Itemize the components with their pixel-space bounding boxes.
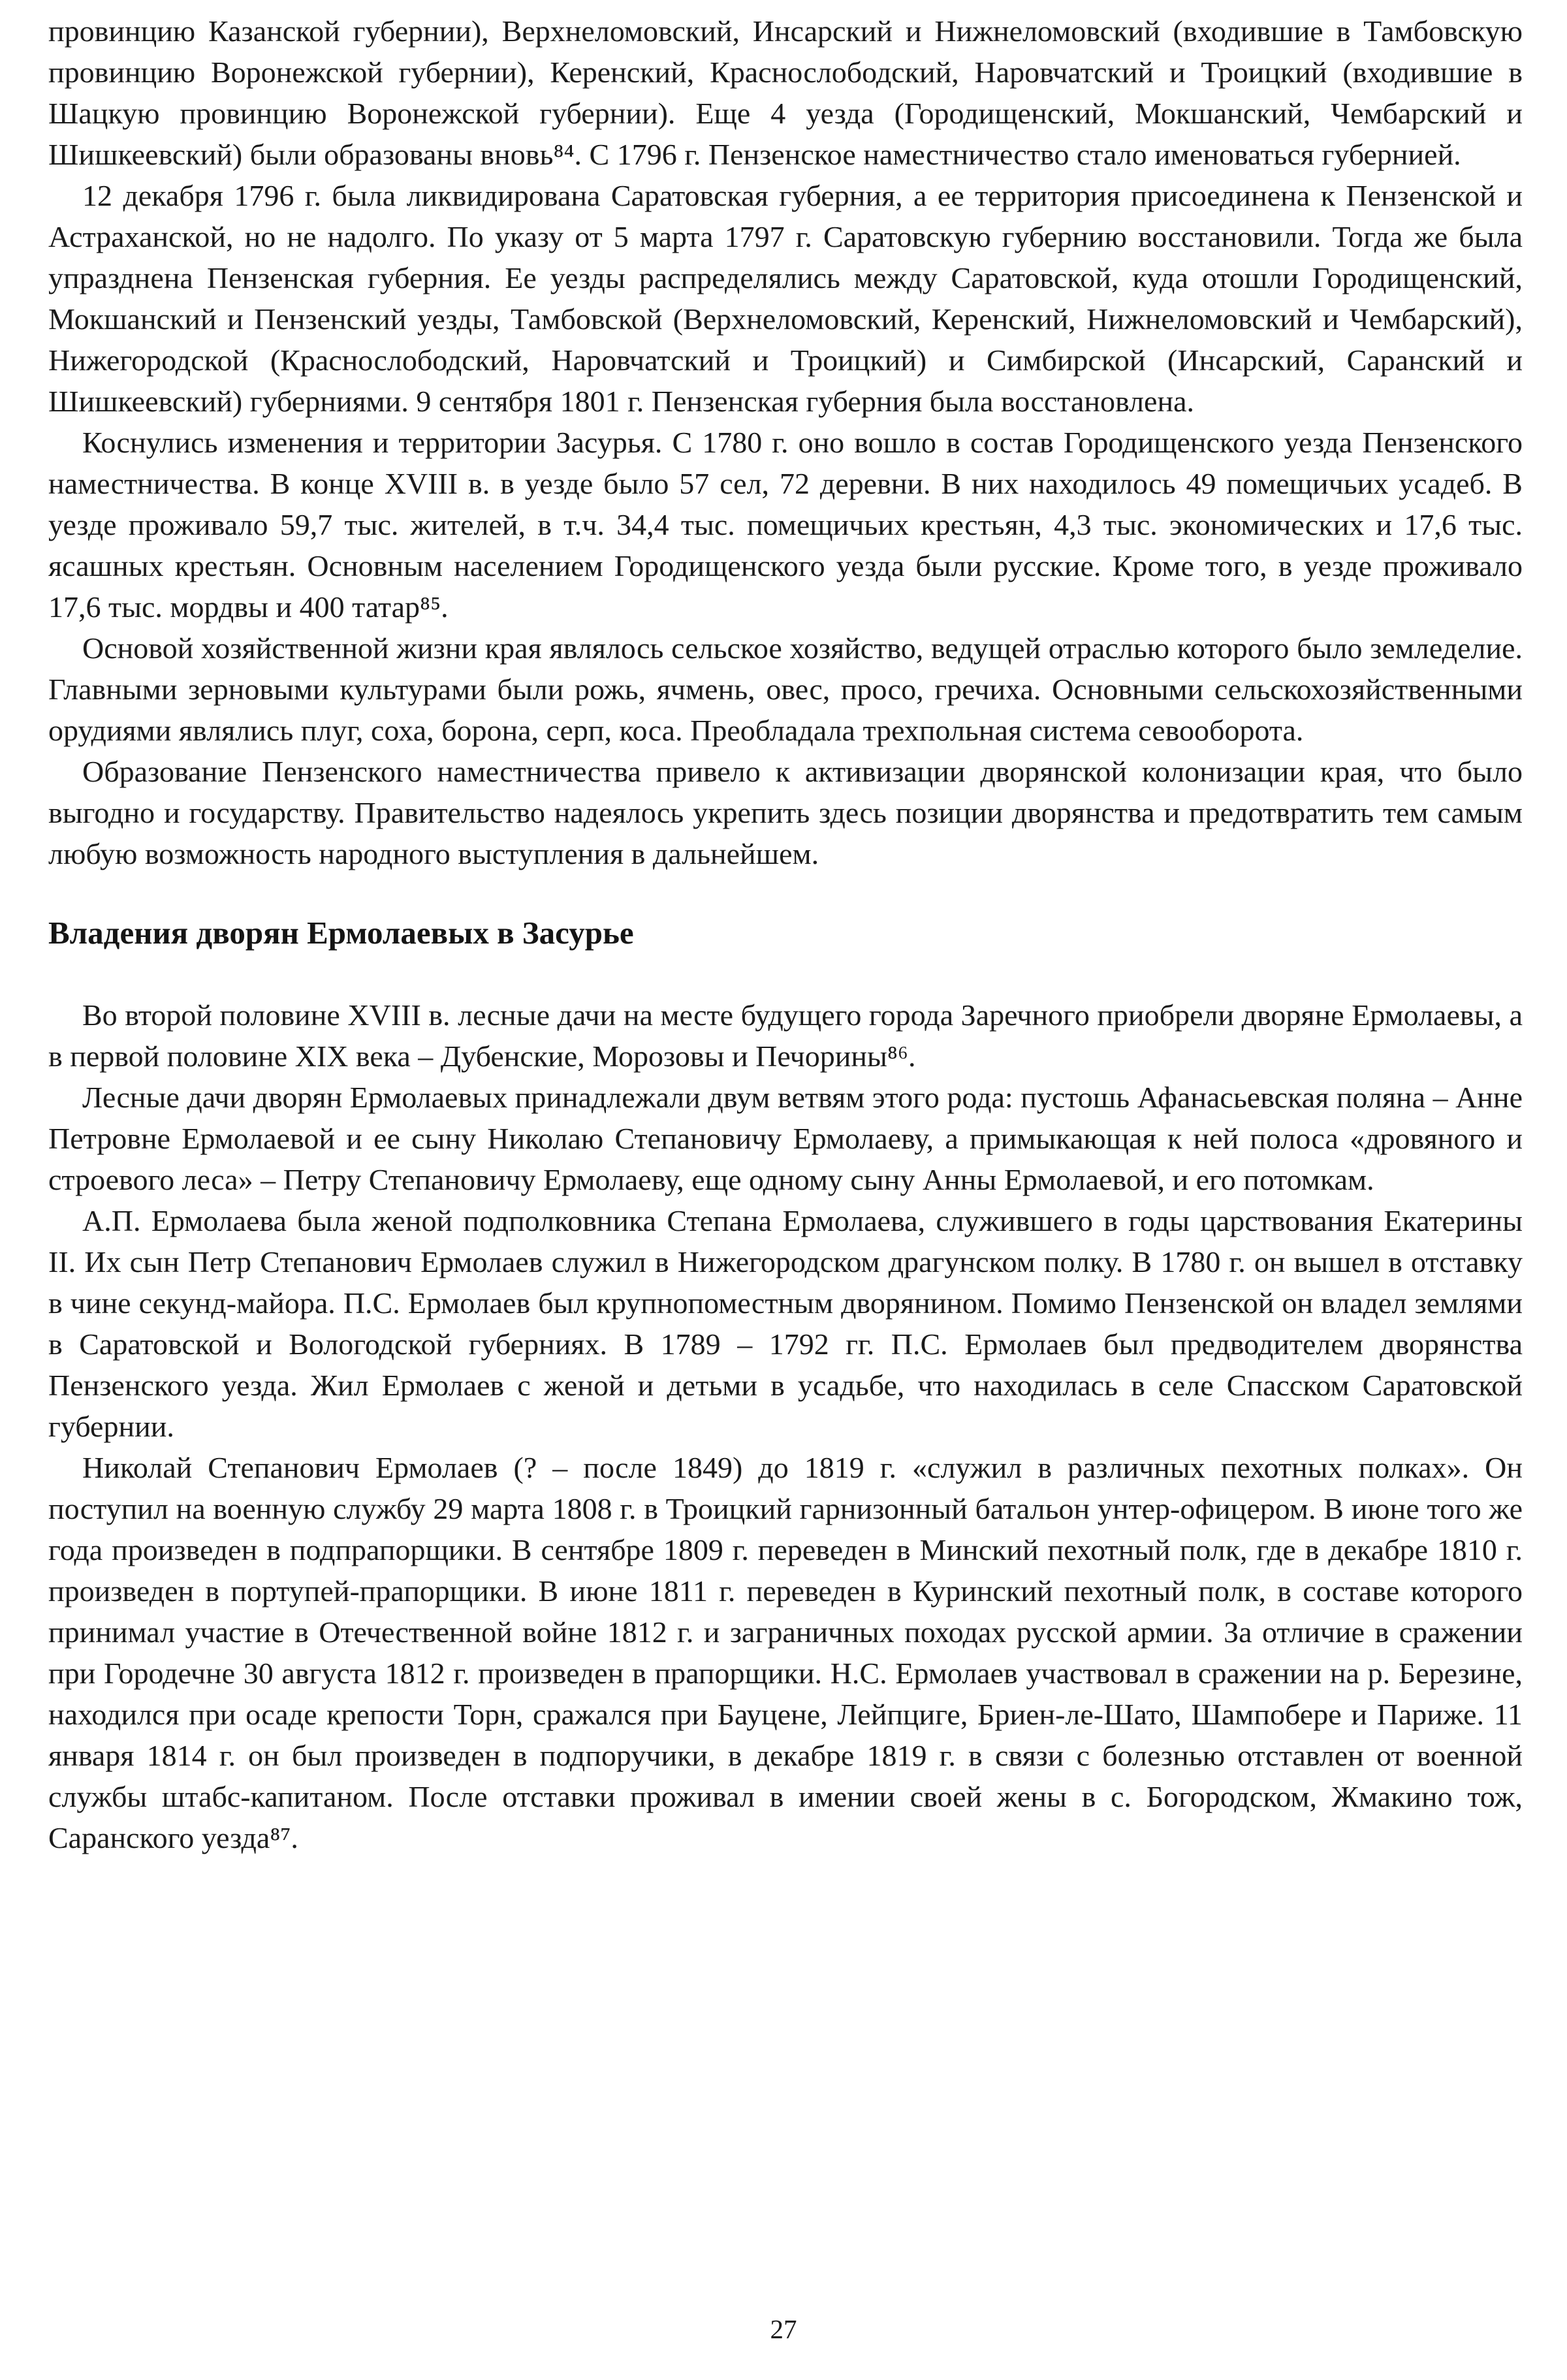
paragraph: Во второй половине XVIII в. лесные дачи на месте будущего города Заречного приобрели дворяне Ермолаевы, а в первой половине XIX века – Дубенские, Морозовы и Печорины⁸⁶. [48, 998, 1523, 1073]
section-heading: Владения дворян Ермолаевых в Засурье [48, 915, 634, 951]
paragraph: 12 декабря 1796 г. была ликвидирована Саратовская губерния, а ее территория присоединена к Пензенской и Астраханской, но не надолго. По указу от 5 марта 1797 г. Саратовскую губернию восстановили. Тогда же была упразднена Пензенская губерния. Ее уезды распределялись между Саратовской, куда отошли Городищенский, Мокшанский и Пензенский уезды, Тамбовской (Верхнеломовский, Керенский, Нижнеломовский и Чембарский), Нижегородской (Краснослободский, Наровчатский и Троицкий) и Симбирской (Инсарский, Саранский и Шишкеевский) губерниями. 9 сентября 1801 г. Пензенская губерния была восстановлена. [48, 179, 1523, 418]
paragraph: провинцию Казанской губернии), Верхнеломовский, Инсарский и Нижнеломовский (входившие в Тамбовскую провинцию Воронежской губернии), Керенский, Краснослободский, Наровчатский и Троицкий (входившие в Шацкую провинцию Воронежской губернии). Еще 4 уезда (Городищенский, Мокшанский, Чембарский и Шишкеевский) были образованы вновь⁸⁴. С 1796 г. Пензенское наместничество стало именоваться губернией. [48, 14, 1523, 171]
page-footer [0, 2308, 1567, 2350]
section-text-block [48, 994, 1523, 1858]
paragraph: А.П. Ермолаева была женой подполковника Степана Ермолаева, служившего в годы царствования Екатерины II. Их сын Петр Степанович Ермолаев служил в Нижегородском драгунском полку. В 1780 г. он вышел в отставку в чине секунд-майора. П.С. Ермолаев был крупнопоместным дворянином. Помимо Пензенской он владел землями в Саратовской и Вологодской губерниях. В 1789 – 1792 гг. П.С. Ермолаев был предводителем дворянства Пензенского уезда. Жил Ермолаев с женой и детьми в усадьбе, что находилась в селе Спасском Саратовской губернии. [48, 1204, 1523, 1443]
page-number: 27 [770, 2314, 797, 2344]
top-text-block [48, 10, 1523, 874]
paragraph: Лесные дачи дворян Ермолаевых принадлежали двум ветвям этого рода: пустошь Афанасьевская поляна – Анне Петровне Ермолаевой и ее сыну Николаю Степановичу Ермолаеву, а примыкающая к ней полоса «дровяного и строевого леса» – Петру Степановичу Ермолаеву, еще одному сыну Анны Ермолаевой, и его потомкам. [48, 1081, 1523, 1196]
paragraph: Коснулись изменения и территории Засурья. С 1780 г. оно вошло в состав Городищенского уезда Пензенского наместничества. В конце XVIII в. в уезде было 57 сел, 72 деревни. В них находилось 49 помещичьих усадеб. В уезде проживало 59,7 тыс. жителей, в т.ч. 34,4 тыс. помещичьих крестьян, 4,3 тыс. экономических и 17,6 тыс. ясашных крестьян. Основным населением Городищенского уезда были русские. Кроме того, в уезде проживало 17,6 тыс. мордвы и 400 татар⁸⁵. [48, 426, 1523, 624]
paragraph: Основой хозяйственной жизни края являлось сельское хозяйство, ведущей отраслью которого было земледелие. Главными зерновыми культурами были рожь, ячмень, овес, просо, гречиха. Основными сельскохозяйственными орудиями являлись плуг, соха, борона, серп, коса. Преобладала трехпольная система севооборота. [48, 631, 1523, 747]
paragraph: Образование Пензенского наместничества привело к активизации дворянской колонизации края, что было выгодно и государству. Правительство надеялось укрепить здесь позиции дворянства и предотвратить тем самым любую возможность народного выступления в дальнейшем. [48, 755, 1523, 870]
paragraph: Николай Степанович Ермолаев (? – после 1849) до 1819 г. «служил в различных пехотных полках». Он поступил на военную службу 29 марта 1808 г. в Троицкий гарнизонный батальон унтер-офицером. В июне того же года произведен в подпрапорщики. В сентябре 1809 г. переведен в Минский пехотный полк, где в декабре 1810 г. произведен в портупей-прапорщики. В июне 1811 г. переведен в Куринский пехотный полк, в составе которого принимал участие в Отечественной войне 1812 г. и заграничных походах русской армии. За отличие в сражении при Городечне 30 августа 1812 г. произведен в прапорщики. Н.С. Ермолаев участвовал в сражении на р. Березине, находился при осаде крепости Торн, сражался при Бауцене, Лейпциге, Бриен-ле-Шато, Шампобере и Париже. 11 января 1814 г. он был произведен в подпоручики, в декабре 1819 г. в связи с болезнью отставлен от военной службы штабс-капитаном. После отставки проживал в имении своей жены в с. Богородском, Жмакино тож, Саранского уезда⁸⁷. [48, 1451, 1523, 1854]
